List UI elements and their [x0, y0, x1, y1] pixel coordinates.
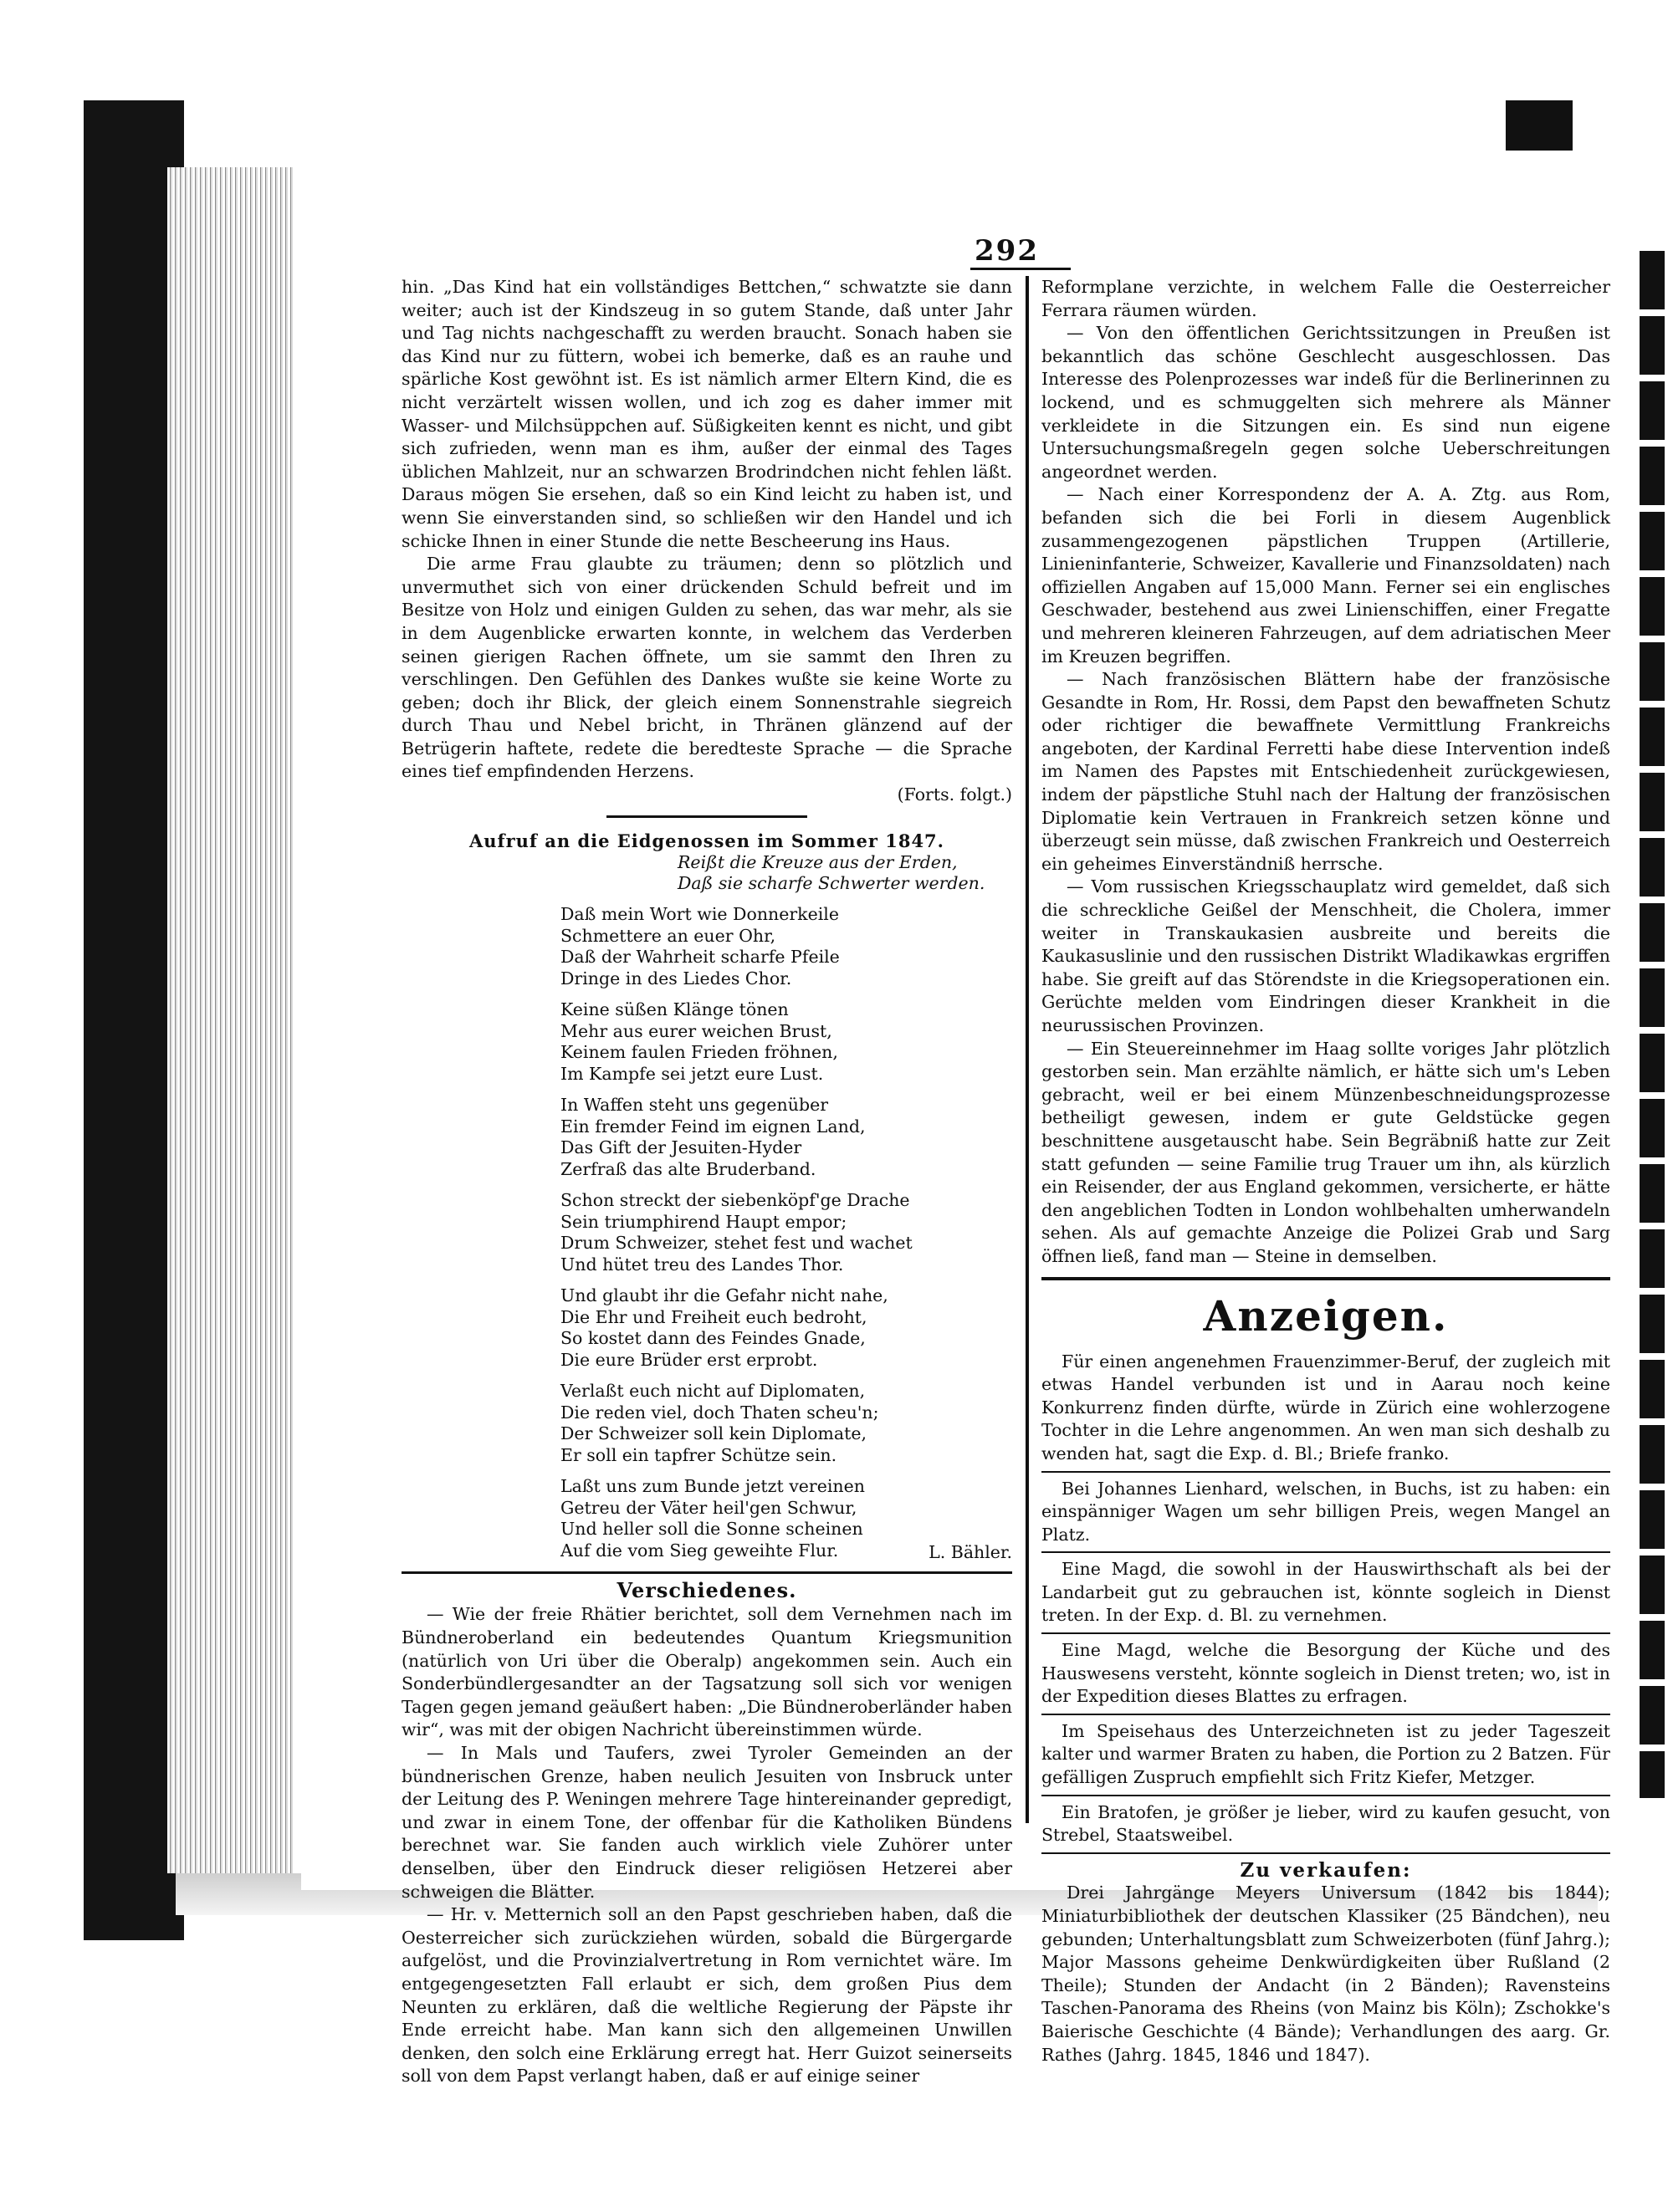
- sale-text: Drei Jahrgänge Meyers Universum (1842 bis 1844); Miniaturbibliothek der deutschen Klassiker (25 Bändchen), neu gebunden; Unterhaltungsblatt zum Schweizerboten (fünf Jahrg.); Major Massons geheime Denkwürdigkeiten über Rußland (2 Theile); Stunden der Andacht (in 2 Bänden); Ravensteins Taschen-Panorama des Rheins (von Mainz bis Köln); Zschokke's Baierische Geschichte (4 Bände); Verhandlungen des aarg. Gr. Rathes (Jahrg. 1845, 1846 und 1847).: [1041, 1882, 1610, 2065]
- page-edges: [167, 167, 293, 1873]
- poem-line: Die eure Brüder erst erprobt.: [560, 1349, 818, 1370]
- poem-line: Daß mein Wort wie Donnerkeile: [560, 904, 839, 925]
- ad-text: Im Speisehaus des Unterzeichneten ist zu jeder Tageszeit kalter und warmer Braten zu haben, die Portion zu 2 Batzen. Für gefälligen Zuspruch empfiehlt sich Fritz Kiefer, Metzger.: [1041, 1720, 1610, 1788]
- story-paragraph: hin. „Das Kind hat ein vollständiges Bettchen,“ schwatzte sie dann weiter; auch ist der Kindszeug in so gutem Stande, daß unter Jahr und Tag nichts nachgeschafft zu werden braucht. Sonach haben sie das Kind nur zu füttern, wobei ich bemerke, daß es an rauhe und spärliche Kost gewöhnt ist. Es ist nämlich armer Eltern Kind, die es nicht verzärtelt wissen wollen, und ich zog es daher immer mit Wasser- und Milchsüppchen auf. Süßigkeiten kennt es nicht, und gibt sich zufrieden, wenn man es ihm, außer der einmal des Tages üblichen Mahlzeit, nur an schwarzen Brodrindchen nicht fehlen läßt. Daraus mögen Sie ersehen, daß so ein Kind leicht zu haben ist, und wenn Sie einverstanden sind, so schließen wir den Handel und ich schicke Ihnen in einer Stunde die nette Bescheerung ins Haus.: [402, 277, 1012, 551]
- ad-rule: [1041, 1852, 1610, 1854]
- poem-line: Und heller soll die Sonne scheinen: [560, 1519, 863, 1540]
- advertisement: [1041, 1801, 1610, 1847]
- news-paragraph: — Nach einer Korrespondenz der A. A. Ztg. aus Rom, befanden sich die bei Forli in diesem Augenblick zusammengezogenen päpstlichen Truppen (Artillerie, Linieninfanterie, Schweizer, Kavallerie und Finanzsoldaten) nach offiziellen Angaben auf 15,000 Mann. Ferner sei ein englisches Geschwader, bestehend aus zwei Linienschiffen, einer Fregatte und mehreren kleineren Fahrzeugen, auf dem adriatischen Meer im Kreuzen begriffen.: [1041, 484, 1610, 667]
- poem-line: Daß der Wahrheit scharfe Pfeile: [560, 947, 840, 968]
- ad-rule: [1041, 1551, 1610, 1553]
- poem-line: Schmettere an euer Ohr,: [560, 925, 776, 946]
- scan-right-edge: [1635, 251, 1665, 1798]
- misc-heading: Verschiedenes.: [617, 1577, 797, 1602]
- news-paragraph: — Von den öffentlichen Gerichtssitzungen in Preußen ist bekanntlich das schöne Geschlecht ausgeschlossen. Das Interesse des Polenprozesses war indeß für die Berlinerinnen zu lockend, und es schmuggelten sich mehrere als Männer verkleidete in die Sitzungen ein. Es sind nun eigene Untersuchungsmaßregeln gegen solche Ueberschreitungen angeordnet werden.: [1041, 323, 1610, 482]
- poem-line: Er soll ein tapfrer Schütze sein.: [560, 1444, 837, 1465]
- ad-rule: [1041, 1714, 1610, 1715]
- left-column: [402, 276, 1012, 2088]
- column-divider: [1026, 276, 1029, 1823]
- right-column: [1041, 276, 1610, 2066]
- motto-line: Daß sie scharfe Schwerter werden.: [678, 873, 985, 894]
- misc-paragraph: — In Mals und Taufers, zwei Tyroler Gemeinden an der bündnerischen Grenze, haben neulich Jesuiten von Insbruck unter der Leitung des P. Weningen mehrere Tage hintereinander gepredigt, und zwar in einem Tone, der offenbar für die Katholiken Bündens berechnet war. Sie fanden auch wirklich viele Zuhörer unter denselben, über den Eindruck dieser religiösen Hetzerei aber schweigen die Blätter.: [402, 1743, 1012, 1902]
- poem-line: Die Ehr und Freiheit euch bedroht,: [560, 1306, 867, 1327]
- poem-line: Verlaßt euch nicht auf Diplomaten,: [560, 1381, 866, 1402]
- poem-motto: [678, 852, 1012, 894]
- poem-stanza: [560, 904, 1012, 989]
- motto-line: Reißt die Kreuze aus der Erden,: [678, 852, 958, 873]
- story-paragraph: Die arme Frau glaubte zu träumen; denn so plötzlich und unvermuthet sich von einer drückenden Schuld befreit und im Besitze von Holz und einigen Gulden zu sehen, das war mehr, als sie in dem Augenblicke erwarten konnte, in welchem das Verderben seinen gierigen Rachen öffnete, um sie sammt den Ihren zu verschlingen. Den Gefühlen des Dankes wußte sie keine Worte zu geben; doch ihr Blick, der gleich einem Sonnenstrahle siegreich durch Thau und Nebel bricht, in Thränen glänzend auf der Betrügerin haftete, redete die beredteste Sprache — die Sprache eines tief empfindenden Herzens.: [402, 554, 1012, 782]
- ad-text: Eine Magd, welche die Besorgung der Küche und des Hauswesens versteht, könnte sogleich in Dienst treten; wo, ist in der Expedition dieses Blattes zu erfragen.: [1041, 1640, 1610, 1707]
- poem-line: Das Gift der Jesuiten-Hyder: [560, 1137, 802, 1158]
- poem-stanza: [560, 1095, 1012, 1180]
- poem-line: Keinem faulen Frieden fröhnen,: [560, 1042, 838, 1063]
- ad-text: Für einen angenehmen Frauenzimmer-Beruf, der zugleich mit etwas Handel verbunden ist und in Aarau noch keine Konkurrenz finden dürfte, würde in Zürich eine wohlerzogene Tochter in die Lehre angenommen. An wen man sich deshalb zu wenden hat, sagt die Exp. d. Bl.; Briefe franko.: [1041, 1351, 1610, 1464]
- poem-line: So kostet dann des Feindes Gnade,: [560, 1328, 866, 1349]
- misc-paragraph: — Wie der freie Rhätier berichtet, soll dem Vernehmen nach im Bündneroberland ein bedeutendes Quantum Kriegsmunition (natürlich von Uri über die Oberalp) angekommen sein. Auch ein Sonderbündlergesandter an der Tagsatzung soll sich vor wenigen Tagen gegen jemand geäußert haben: „Die Bündneroberländer haben wir“, was mit der obigen Nachricht übereinstimmen würde.: [402, 1604, 1012, 1740]
- news-paragraph: Reformplane verzichte, in welchem Falle die Oesterreicher Ferrara räumen würden.: [1041, 277, 1610, 320]
- ad-rule: [1041, 1471, 1610, 1473]
- poem-title: Aufruf an die Eidgenossen im Sommer 1847.: [469, 830, 944, 851]
- poem-line: Keine süßen Klänge tönen: [560, 999, 789, 1020]
- ad-rule: [1041, 1795, 1610, 1796]
- poem-line: Schon streckt der siebenköpf'ge Drache: [560, 1190, 910, 1211]
- poem-line: Getreu der Väter heil'gen Schwur,: [560, 1497, 857, 1518]
- poem-line: Der Schweizer soll kein Diplomate,: [560, 1423, 867, 1444]
- ads-heading: Anzeigen.: [1203, 1290, 1449, 1341]
- advertisement: [1041, 1478, 1610, 1547]
- poem-author: L. Bähler.: [929, 1542, 1012, 1563]
- poem-line: Die reden viel, doch Thaten scheu'n;: [560, 1402, 879, 1423]
- news-paragraph: — Vom russischen Kriegsschauplatz wird gemeldet, daß sich die schreckliche Geißel der Menschheit, die Cholera, immer weiter in Transkaukasien ausbreite und bereits die Kaukasuslinie und den russischen Distrikt Wladikawkas ergriffen habe. Sie greift auf das Störendste in die Kriegsoperationen ein. Gerüchte melden vom Eindringen dieser Krankheit in die neurussischen Provinzen.: [1041, 876, 1610, 1035]
- poem-stanza: [560, 1381, 1012, 1466]
- poem-line: Mehr aus eurer weichen Brust,: [560, 1020, 832, 1041]
- poem-stanza: [560, 1285, 1012, 1371]
- poem-line: Laßt uns zum Bunde jetzt vereinen: [560, 1476, 865, 1497]
- ad-rule: [1041, 1632, 1610, 1634]
- misc-paragraph: — Hr. v. Metternich soll an den Papst geschrieben haben, daß die Oesterreicher sich zurückziehen würden, sobald die Bürgergarde aufgelöst, und die Provinzialvertretung in Rom vernichtet wäre. Im entgegengesetzten Fall erlaubt er sich, dem großen Pius dem Neunten zu erklären, daß die weltliche Regierung der Päpste ihr Ende erreicht habe. Man kann sich den allgemeinen Unwillen denken, den solch eine Erklärung erregt hat. Herr Guizot seinerseits soll von dem Papst verlangt haben, daß er auf einige seiner: [402, 1904, 1012, 2087]
- poem-line: Zerfraß das alte Bruderband.: [560, 1158, 816, 1179]
- poem-line: Im Kampfe sei jetzt eure Lust.: [560, 1063, 824, 1084]
- advertisement: [1041, 1351, 1610, 1466]
- poem-line: Ein fremder Feind im eignen Land,: [560, 1116, 866, 1137]
- header-rule: [970, 268, 1071, 270]
- poem-stanza: [560, 999, 1012, 1085]
- page-number: 292: [975, 234, 1039, 268]
- ad-text: Eine Magd, die sowohl in der Hauswirthschaft als bei der Landarbeit gut zu gebrauchen ist, könnte sogleich in Dienst treten. In der Exp. d. Bl. zu vernehmen.: [1041, 1559, 1610, 1626]
- advertisement: [1041, 1639, 1610, 1709]
- news-paragraph: — Nach französischen Blättern habe der französische Gesandte in Rom, Hr. Rossi, dem Papst den bewaffneten Schutz oder richtiger die bewaffnete Vermittlung Frankreichs angeboten, der Kardinal Ferretti habe diese Intervention indeß im Namen des Papstes mit Entschiedenheit zurückgewiesen, indem der päpstliche Stuhl nach der Haltung der französischen Diplomatie kein Vertrauen in Frankreich setzen könne und überzeugt sein müsse, daß zwischen Frankreich und Oesterreich ein geheimes Einverständniß herrsche.: [1041, 669, 1610, 874]
- poem-stanza: [560, 1190, 1012, 1275]
- poem-line: Und hütet treu des Landes Thor.: [560, 1254, 844, 1275]
- poem-line: Drum Schweizer, stehet fest und wachet: [560, 1233, 913, 1254]
- poem-line: Und glaubt ihr die Gefahr nicht nahe,: [560, 1285, 888, 1306]
- ad-text: Ein Bratofen, je größer je lieber, wird zu kaufen gesucht, von Strebel, Staatsweibel.: [1041, 1801, 1610, 1846]
- advertisement: [1041, 1558, 1610, 1627]
- news-paragraph: — Ein Steuereinnehmer im Haag sollte voriges Jahr plötzlich gestorben sein. Man erzählte nämlich, er hätte sich um's Leben gebracht, weil er bei einem Münzenbeschneidungsprozesse betheiligt gewesen, indem er gute Geldstücke gegen beschnittene ausgetauscht habe. Sein Begräbniß hatte zur Zeit statt gefunden — seine Familie trug Trauer um ihn, als kürzlich ein Reisender, der aus England gekommen, versicherte, er hätte den angeblichen Todten in London wohlbehalten umherwandeln sehen. Als auf gemachte Anzeige die Polizei Grab und Sarg öffnen ließ, fand man — Steine in demselben.: [1041, 1038, 1610, 1266]
- poem-line: Dringe in des Liedes Chor.: [560, 968, 792, 989]
- section-rule: [402, 1571, 1012, 1574]
- advertisement: [1041, 1720, 1610, 1790]
- poem-line: Sein triumphirend Haupt empor;: [560, 1211, 847, 1232]
- ad-text: Bei Johannes Lienhard, welschen, in Buchs, ist zu haben: ein einspänniger Wagen um sehr billigen Preis, wegen Mangel an Platz.: [1041, 1478, 1610, 1545]
- section-rule: [606, 815, 807, 818]
- poem-line: Auf die vom Sieg geweihte Flur.: [560, 1540, 839, 1561]
- section-rule: [1041, 1277, 1610, 1280]
- poem-line: In Waffen steht uns gegenüber: [560, 1095, 829, 1116]
- story-continuation: (Forts. folgt.): [897, 784, 1012, 805]
- sale-heading: Zu verkaufen:: [1240, 1858, 1412, 1882]
